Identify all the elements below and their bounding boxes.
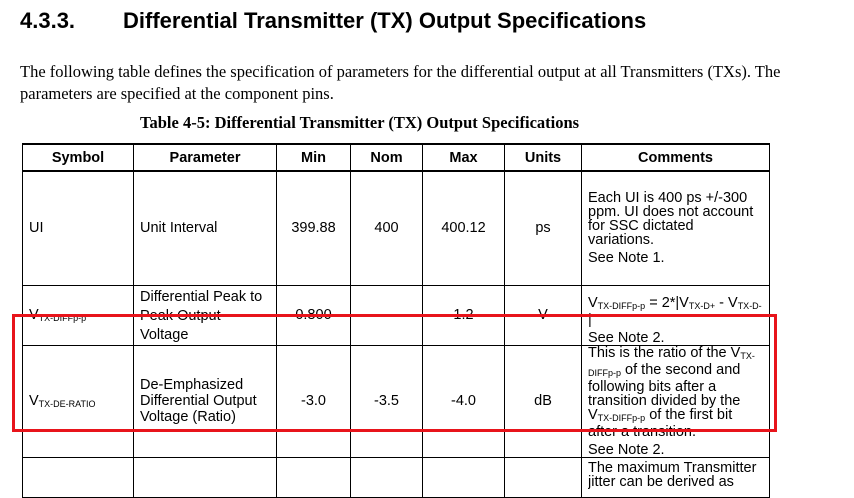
nom-cell: [351, 457, 423, 497]
comment-text: Each UI is 400 ps +/-300 ppm. UI does not account for SSC dictated variations.: [588, 190, 754, 249]
nom-cell: [351, 285, 423, 345]
symbol-text: UI: [29, 220, 44, 237]
table-header-row: [23, 144, 770, 171]
header-min: Min: [277, 144, 351, 171]
section-title: Differential Transmitter (TX) Output Specifications: [123, 8, 647, 33]
units-cell: dB: [505, 345, 582, 457]
symbol-cell: [23, 285, 134, 345]
parameter-cell: [134, 285, 277, 345]
max-cell: [423, 457, 505, 497]
max-cell: 400.12: [423, 171, 505, 285]
comment-text: This is the ratio of the $V_{TX-DIFFp-p}$ of the second and following bits after a transition divided by the $V_{TX-DIFFp-p}$ of the first bit after a transition.: [588, 344, 755, 440]
section-heading: [20, 8, 646, 34]
note-text: See Note 2.: [588, 329, 665, 346]
section-number: 4.3.3.: [20, 8, 76, 33]
symbol-subscript: TX-DIFFp-p: [38, 313, 87, 323]
table-row: [23, 345, 770, 457]
units-cell: V: [505, 285, 582, 345]
parameter-cell: [134, 457, 277, 497]
comment-cell: [582, 345, 770, 457]
comment-cell: [582, 171, 770, 285]
spec-table: [22, 143, 770, 498]
header-nom: Nom: [351, 144, 423, 171]
comment-text: The maximum Transmitter jitter can be derived as: [588, 461, 757, 490]
symbol-text: V: [29, 393, 39, 409]
symbol-cell: [23, 457, 134, 497]
comment-cell: [582, 285, 770, 345]
max-cell: -4.0: [423, 345, 505, 457]
header-symbol: Symbol: [23, 144, 134, 171]
table-row: [23, 457, 770, 497]
table-row: [23, 285, 770, 345]
comment-cell: [582, 457, 770, 497]
min-cell: [277, 457, 351, 497]
units-cell: ps: [505, 171, 582, 285]
header-comments: Comments: [582, 144, 770, 171]
table-caption: Table 4-5: Differential Transmitter (TX) Output Specifications: [140, 113, 580, 132]
symbol-cell: [23, 345, 134, 457]
header-units: Units: [505, 144, 582, 171]
parameter-cell: Unit Interval: [134, 171, 277, 285]
note-text: See Note 2.: [588, 441, 665, 458]
min-cell: 0.800: [277, 285, 351, 345]
formula-text: $V_{TX-DIFFp-p} = 2*|V_{TX-D+} - V_{TX-D-}|$: [588, 294, 762, 328]
header-max: Max: [423, 144, 505, 171]
parameter-cell: De-Emphasized Differential Output Voltage (Ratio): [134, 345, 277, 457]
max-cell: 1.2: [423, 285, 505, 345]
symbol-subscript: TX-DE-RATIO: [38, 399, 96, 409]
table-row: [23, 171, 770, 285]
nom-cell: 400: [351, 171, 423, 285]
parameter-text: Differential Peak to Peak Output Voltage: [140, 288, 263, 343]
units-cell: [505, 457, 582, 497]
note-text: See Note 1.: [588, 250, 665, 267]
header-parameter: Parameter: [134, 144, 277, 171]
symbol-text: V: [29, 307, 39, 323]
min-cell: 399.88: [277, 171, 351, 285]
intro-paragraph: The following table defines the specification of parameters for the differential output at all Transmitters (TXs). The parameters are specified at the component pins.: [20, 62, 781, 103]
min-cell: -3.0: [277, 345, 351, 457]
symbol-cell: [23, 171, 134, 285]
nom-cell: -3.5: [351, 345, 423, 457]
